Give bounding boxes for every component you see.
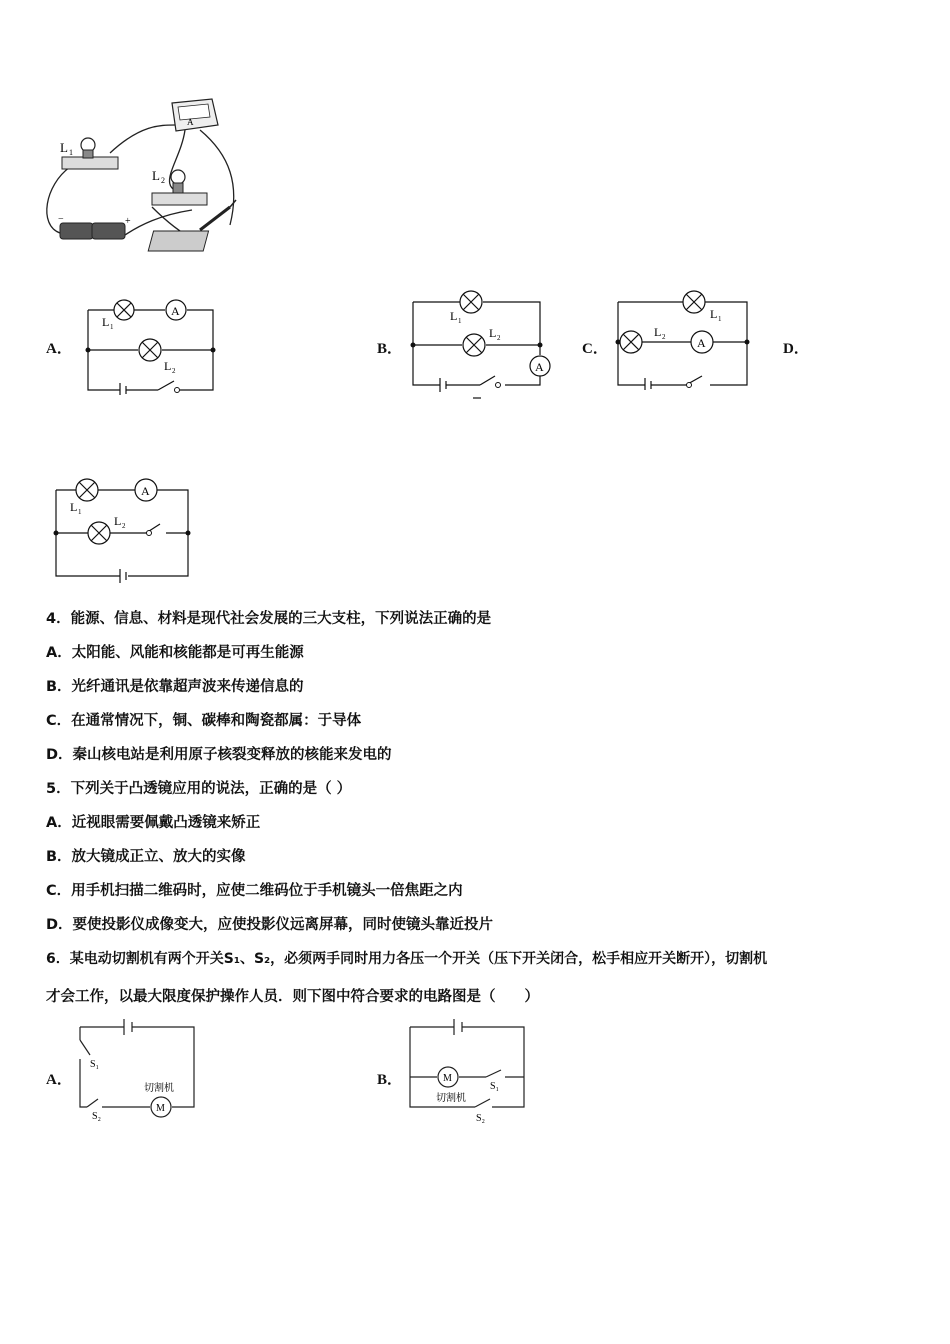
svg-text:2: 2 bbox=[497, 334, 501, 342]
svg-text:1: 1 bbox=[110, 323, 114, 331]
option-c-label: C． bbox=[582, 341, 608, 357]
circuit-option-a bbox=[80, 295, 220, 395]
label-l1-sub: 1 bbox=[69, 148, 73, 157]
option-b-label: B． bbox=[377, 341, 403, 357]
svg-text:S₁: S₁ bbox=[90, 1059, 100, 1070]
svg-text:L: L bbox=[114, 514, 122, 528]
q6-circuit-a bbox=[72, 1015, 207, 1125]
circuit-option-b bbox=[405, 290, 555, 402]
q4-option-d: D．秦山核电站是利用原子核裂变释放的核能来发电的 bbox=[46, 747, 392, 763]
svg-text:L: L bbox=[102, 315, 110, 329]
svg-text:A: A bbox=[171, 304, 180, 318]
svg-text:S₂: S₂ bbox=[476, 1113, 486, 1124]
q6-option-a-label: A． bbox=[46, 1072, 72, 1088]
svg-text:M: M bbox=[156, 1103, 165, 1114]
q6-stem-line2: 才会工作，以最大限度保护操作人员．则下图中符合要求的电路图是（ ） bbox=[46, 989, 539, 1005]
option-a-label: A． bbox=[46, 341, 72, 357]
ammeter-label: A bbox=[187, 117, 194, 127]
label-l1: L bbox=[60, 140, 68, 155]
q4-option-c: C．在通常情况下，铜、碳棒和陶瓷都属：于导体 bbox=[46, 713, 362, 729]
svg-text:L: L bbox=[489, 326, 497, 340]
svg-text:M: M bbox=[443, 1073, 452, 1084]
svg-text:A: A bbox=[697, 336, 706, 350]
q4-option-a: A．太阳能、风能和核能都是可再生能源 bbox=[46, 645, 304, 661]
svg-text:L: L bbox=[450, 309, 458, 323]
svg-text:切割机: 切割机 bbox=[436, 1093, 466, 1104]
lamp-l2-bulb bbox=[171, 170, 185, 184]
label-l2-sub: 2 bbox=[161, 176, 165, 185]
battery-minus: − bbox=[58, 214, 64, 225]
q5-option-a: A．近视眼需要佩戴凸透镜来矫正 bbox=[46, 815, 261, 831]
svg-text:L: L bbox=[654, 325, 662, 339]
q5-option-c: C．用手机扫描二维码时，应使二维码位于手机镜头一倍焦距之内 bbox=[46, 883, 463, 899]
q6-option-b-label: B． bbox=[377, 1072, 403, 1088]
svg-text:L: L bbox=[710, 307, 718, 321]
svg-text:L: L bbox=[70, 500, 78, 514]
svg-text:1: 1 bbox=[458, 317, 462, 325]
svg-text:S₂: S₂ bbox=[92, 1111, 102, 1122]
circuit-option-c bbox=[610, 290, 755, 390]
svg-text:2: 2 bbox=[662, 333, 666, 341]
svg-text:1: 1 bbox=[78, 508, 82, 516]
physical-circuit-figure bbox=[40, 95, 255, 267]
svg-text:L: L bbox=[164, 359, 172, 373]
q6-circuit-b bbox=[402, 1015, 537, 1125]
svg-text:1: 1 bbox=[718, 315, 722, 323]
q5-option-b: B．放大镜成正立、放大的实像 bbox=[46, 849, 246, 865]
battery-plus: + bbox=[125, 216, 131, 227]
svg-text:A: A bbox=[141, 484, 150, 498]
svg-text:2: 2 bbox=[122, 522, 126, 530]
q4-stem: 4．能源、信息、材料是现代社会发展的三大支柱，下列说法正确的是 bbox=[46, 611, 492, 627]
q5-option-d: D．要使投影仪成像变大，应使投影仪远离屏幕，同时使镜头靠近投片 bbox=[46, 917, 494, 933]
circuit-option-d bbox=[48, 478, 198, 583]
q5-stem: 5．下列关于凸透镜应用的说法，正确的是（ ） bbox=[46, 781, 352, 797]
svg-text:切割机: 切割机 bbox=[144, 1083, 174, 1094]
svg-text:S₁: S₁ bbox=[490, 1081, 500, 1092]
q6-stem-line1: 6．某电动切割机有两个开关S₁、S₂，必须两手同时用力各压一个开关（压下开关闭合，松手相应开关断开），切割机 bbox=[46, 951, 768, 967]
svg-text:A: A bbox=[535, 360, 544, 374]
label-l2: L bbox=[152, 168, 160, 183]
q4-option-b: B．光纤通讯是依靠超声波来传递信息的 bbox=[46, 679, 304, 695]
option-d-label: D． bbox=[783, 341, 809, 357]
svg-text:2: 2 bbox=[172, 367, 176, 375]
